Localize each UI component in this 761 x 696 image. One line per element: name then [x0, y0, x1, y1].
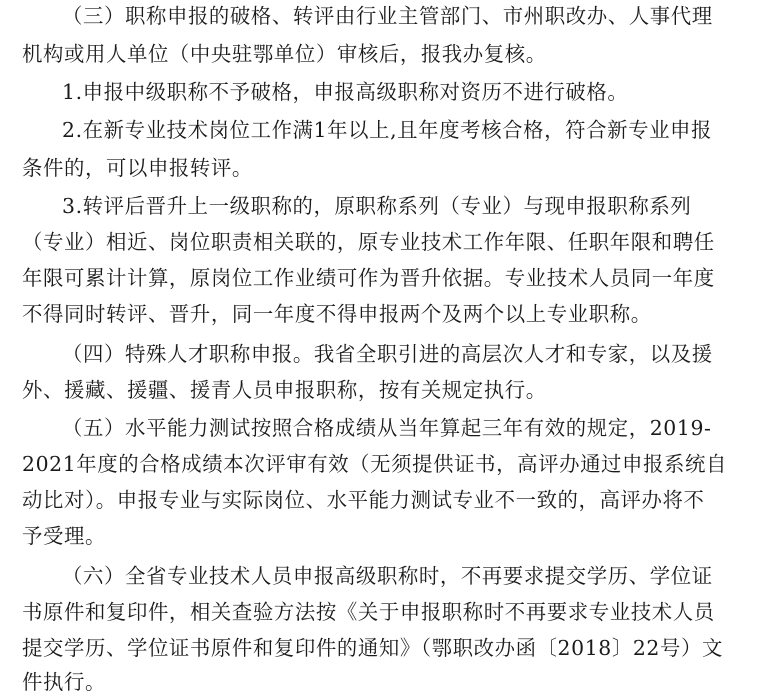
paragraph-4-line-1: （四）特殊人才职称申报。我省全职引进的高层次人才和专家，以及援	[62, 342, 713, 366]
item-1-line-1: 1.申报中级职称不予破格，申报高级职称对资历不进行破格。	[62, 80, 629, 104]
item-3-line-4: 不得同时转评、晋升，同一年度不得申报两个及两个以上专业职称。	[22, 302, 652, 326]
paragraph-6-line-2: 书原件和复印件，相关查验方法按《关于申报职称时不再要求专业技术人员	[22, 600, 715, 624]
paragraph-5-line-1: （五）水平能力测试按照合格成绩从当年算起三年有效的规定，2019-	[62, 416, 712, 440]
item-2-line-2: 条件的，可以申报转评。	[22, 156, 253, 180]
item-3-line-1: 3.转评后晋升上一级职称的，原职称系列（专业）与现申报职称系列	[62, 194, 692, 218]
paragraph-4-line-2: 外、援藏、援疆、援青人员申报职称，按有关规定执行。	[22, 378, 547, 402]
paragraph-3-line-2: 机构或用人单位（中央驻鄂单位）审核后，报我办复核。	[22, 42, 547, 66]
paragraph-5-line-2: 2021年度的合格成绩本次评审有效（无须提供证书，高评办通过申报系统自	[22, 452, 727, 476]
item-3-line-2: （专业）相近、岗位职责相关联的，原专业技术工作年限、任职年限和聘任	[22, 230, 715, 254]
paragraph-6-line-4: 件执行。	[22, 670, 106, 694]
paragraph-6-line-1: （六）全省专业技术人员申报高级职称时，不再要求提交学历、学位证	[62, 564, 713, 588]
paragraph-5-line-4: 予受理。	[22, 524, 106, 548]
paragraph-3-line-1: （三）职称申报的破格、转评由行业主管部门、市州职改办、人事代理	[62, 4, 713, 28]
item-2-line-1: 2.在新专业技术岗位工作满1年以上,且年度考核合格，符合新专业申报	[62, 118, 713, 142]
item-3-line-3: 年限可累计计算，原岗位工作业绩可作为晋升依据。专业技术人员同一年度	[22, 266, 715, 290]
paragraph-5-line-3: 动比对）。申报专业与实际岗位、水平能力测试专业不一致的，高评办将不	[22, 488, 705, 512]
paragraph-6-line-3: 提交学历、学位证书原件和复印件的通知》（鄂职改办函〔2018〕22号）文	[22, 636, 723, 660]
